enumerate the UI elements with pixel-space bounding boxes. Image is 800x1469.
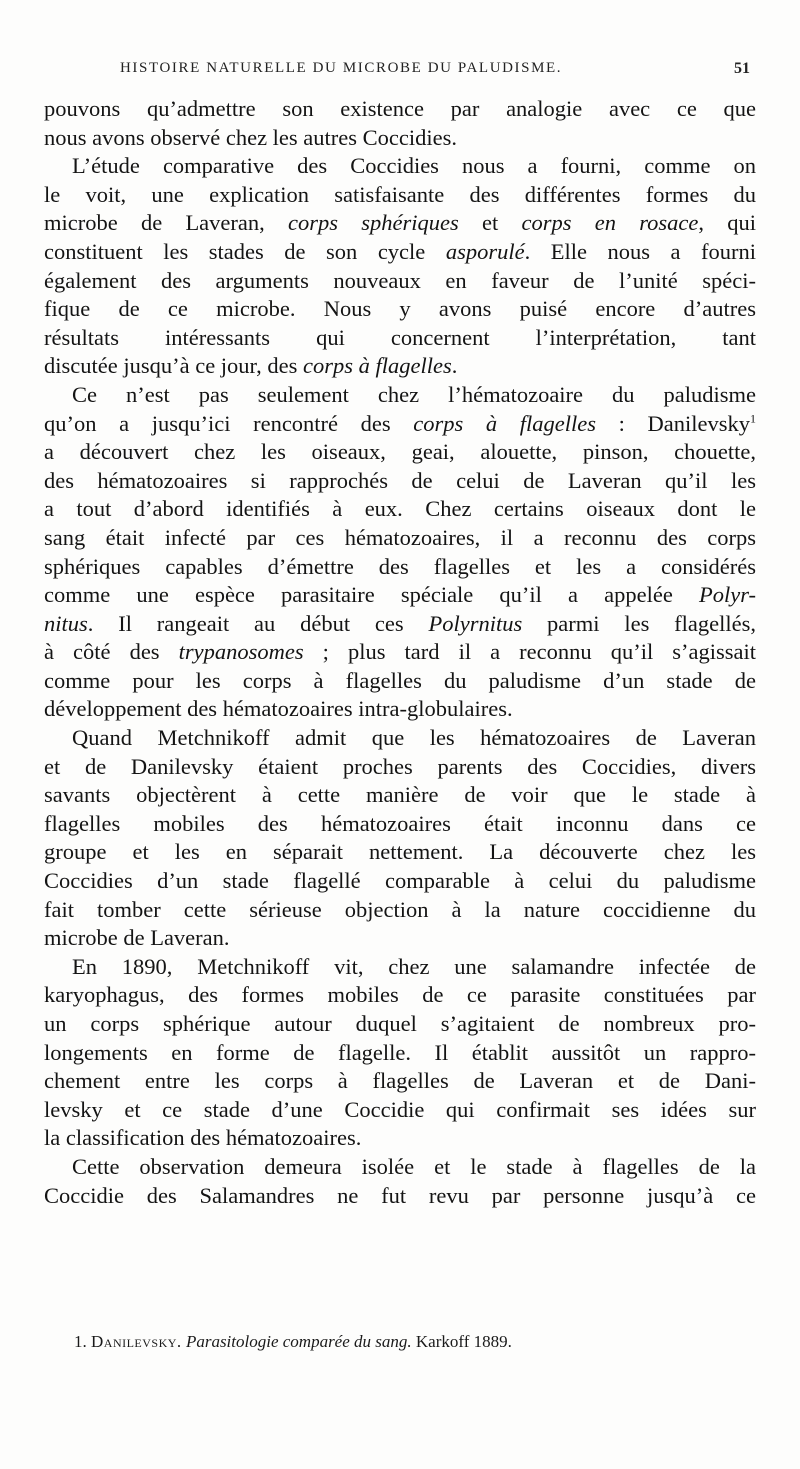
text-line bbox=[44, 1039, 756, 1068]
text-segment: et de Danilevsky étaient proches parents des Coccidies, divers bbox=[44, 753, 756, 779]
text-segment: . Il rangeait au début ces bbox=[87, 610, 429, 636]
text-line bbox=[44, 467, 756, 496]
text-segment: à côté des bbox=[44, 639, 179, 665]
text-segment: a tout d’abord identifiés à eux. Chez certains oiseaux dont le bbox=[44, 496, 756, 522]
text-segment: longements en forme de flagelle. Il établit aussitôt un rappro- bbox=[44, 1039, 756, 1065]
text-segment: nous avons observé chez les autres Coccidies. bbox=[44, 124, 457, 150]
running-head: HISTOIRE NATURELLE DU MICROBE DU PALUDISME. bbox=[120, 60, 563, 76]
text-line bbox=[44, 381, 756, 410]
italic-term: trypanosomes bbox=[178, 639, 304, 665]
italic-term: corps sphériques bbox=[288, 210, 459, 236]
text-line bbox=[44, 838, 756, 867]
text-line bbox=[44, 1010, 756, 1039]
text-line bbox=[44, 495, 756, 524]
text-segment: microbe de Laveran, bbox=[44, 210, 289, 236]
text-line bbox=[44, 610, 756, 639]
text-segment: également des arguments nouveaux en faveur de l’unité spéci- bbox=[44, 267, 756, 293]
text-segment: sphériques capables d’émettre des flagelles et les a considérés bbox=[44, 553, 756, 579]
text-segment: résultats intéressants qui concernent l’interprétation, tant bbox=[44, 324, 756, 350]
text-segment: . Elle nous a fourni bbox=[524, 238, 756, 264]
footnote-marker: 1 bbox=[750, 411, 756, 426]
text-segment: L’étude comparative des Coccidies nous a fourni, comme on bbox=[72, 153, 756, 179]
text-segment: discutée jusqu’à ce jour, des bbox=[44, 353, 304, 379]
text-line bbox=[44, 1182, 756, 1211]
text-segment: Coccidies d’un stade flagellé comparable à celui du paludisme bbox=[44, 868, 756, 894]
text-line bbox=[44, 410, 756, 439]
text-line bbox=[44, 724, 756, 753]
body-text bbox=[44, 95, 756, 1210]
text-segment: la classification des hématozoaires. bbox=[44, 1125, 362, 1151]
text-segment: des hématozoaires si rapprochés de celui de Laveran qu’il les bbox=[44, 467, 756, 493]
text-segment: savants objectèrent à cette manière de voir que le stade à bbox=[44, 782, 756, 808]
text-line bbox=[44, 810, 756, 839]
text-segment: Coccidie des Salamandres ne fut revu par personne jusqu’à ce bbox=[44, 1182, 756, 1208]
text-segment: développement des hématozoaires intra-globulaires. bbox=[44, 696, 513, 722]
footnote-number: 1. bbox=[74, 1332, 87, 1351]
italic-term: corps en rosace bbox=[521, 210, 699, 236]
text-line bbox=[44, 181, 756, 210]
text-line bbox=[44, 924, 756, 953]
text-line bbox=[44, 352, 756, 381]
text-segment: constituent les stades de son cycle bbox=[44, 238, 446, 264]
text-segment: comme une espèce parasitaire spéciale qu’il a appelée bbox=[44, 582, 699, 608]
text-line bbox=[44, 1067, 756, 1096]
italic-term: Polyrnitus bbox=[428, 610, 523, 636]
text-segment: qu’on a jusqu’ici rencontré des bbox=[44, 410, 414, 436]
text-segment: groupe et les en séparait nettement. La découverte chez les bbox=[44, 839, 756, 865]
italic-term: asporulé bbox=[445, 238, 525, 264]
text-line bbox=[44, 553, 756, 582]
text-segment: sang était infecté par ces hématozoaires, il a reconnu des corps bbox=[44, 524, 756, 550]
text-line bbox=[44, 896, 756, 925]
text-line bbox=[44, 953, 756, 982]
text-line bbox=[44, 238, 756, 267]
text-line bbox=[44, 753, 756, 782]
text-line bbox=[44, 638, 756, 667]
text-segment: levsky et ce stade d’une Coccidie qui confirmait ses idées sur bbox=[44, 1096, 756, 1122]
text-segment: : Danilevsky bbox=[596, 410, 750, 436]
footnote-place-year: Karkoff 1889. bbox=[415, 1332, 512, 1351]
text-segment: chement entre les corps à flagelles de Laveran et de Dani- bbox=[44, 1068, 756, 1094]
page-header bbox=[40, 60, 760, 84]
text-segment: parmi les flagellés, bbox=[522, 610, 756, 636]
text-segment: flagelles mobiles des hématozoaires était inconnu dans ce bbox=[44, 810, 756, 836]
text-line bbox=[44, 981, 756, 1010]
text-line bbox=[44, 1124, 756, 1153]
text-line bbox=[44, 295, 756, 324]
text-segment: , qui bbox=[698, 210, 756, 236]
page-number: 51 bbox=[734, 60, 750, 77]
italic-term: corps à flagelles bbox=[303, 353, 452, 379]
text-segment: Quand Metchnikoff admit que les hématozoaires de Laveran bbox=[72, 725, 756, 751]
text-segment: Ce n’est pas seulement chez l’hématozoaire du paludisme bbox=[72, 381, 756, 407]
text-line bbox=[44, 1096, 756, 1125]
text-segment: a découvert chez les oiseaux, geai, alouette, pinson, chouette, bbox=[44, 439, 756, 465]
text-segment: pouvons qu’admettre son existence par analogie avec ce que bbox=[44, 96, 756, 121]
text-segment: En 1890, Metchnikoff vit, chez une salamandre infectée de bbox=[72, 953, 756, 979]
text-segment: . bbox=[451, 353, 458, 379]
text-segment: fait tomber cette sérieuse objection à la nature coccidienne du bbox=[44, 896, 756, 922]
text-line bbox=[44, 267, 756, 296]
text-line bbox=[44, 438, 756, 467]
text-segment: Cette observation demeura isolée et le stade à flagelles de la bbox=[72, 1153, 756, 1179]
text-segment: un corps sphérique autour duquel s’agitaient de nombreux pro- bbox=[44, 1011, 756, 1036]
text-line bbox=[44, 781, 756, 810]
footnote bbox=[74, 1332, 512, 1352]
text-segment: comme pour les corps à flagelles du paludisme d’un stade de bbox=[44, 667, 756, 693]
text-line bbox=[44, 667, 756, 696]
text-segment: karyophagus, des formes mobiles de ce parasite constituées par bbox=[44, 982, 756, 1008]
text-line bbox=[44, 209, 756, 238]
text-segment: fique de ce microbe. Nous y avons puisé encore d’autres bbox=[44, 296, 756, 322]
text-line bbox=[44, 524, 756, 553]
text-line bbox=[44, 95, 756, 124]
italic-term: Polyr- bbox=[698, 582, 756, 608]
text-line bbox=[44, 152, 756, 181]
text-line bbox=[44, 867, 756, 896]
italic-term: corps à flagelles bbox=[413, 410, 597, 436]
text-segment: ; plus tard il a reconnu qu’il s’agissait bbox=[303, 639, 756, 665]
text-line bbox=[44, 124, 756, 153]
footnote-author: Danilevsky. bbox=[91, 1332, 182, 1351]
text-line bbox=[44, 1153, 756, 1182]
text-line bbox=[44, 695, 756, 724]
text-line bbox=[44, 324, 756, 353]
text-line bbox=[44, 581, 756, 610]
text-segment: et bbox=[458, 210, 522, 236]
footnote-title: Parasitologie comparée du sang. bbox=[185, 1332, 412, 1351]
text-segment: microbe de Laveran. bbox=[44, 925, 230, 951]
text-segment: le voit, une explication satisfaisante des différentes formes du bbox=[44, 181, 756, 207]
italic-term: nitus bbox=[44, 610, 88, 636]
